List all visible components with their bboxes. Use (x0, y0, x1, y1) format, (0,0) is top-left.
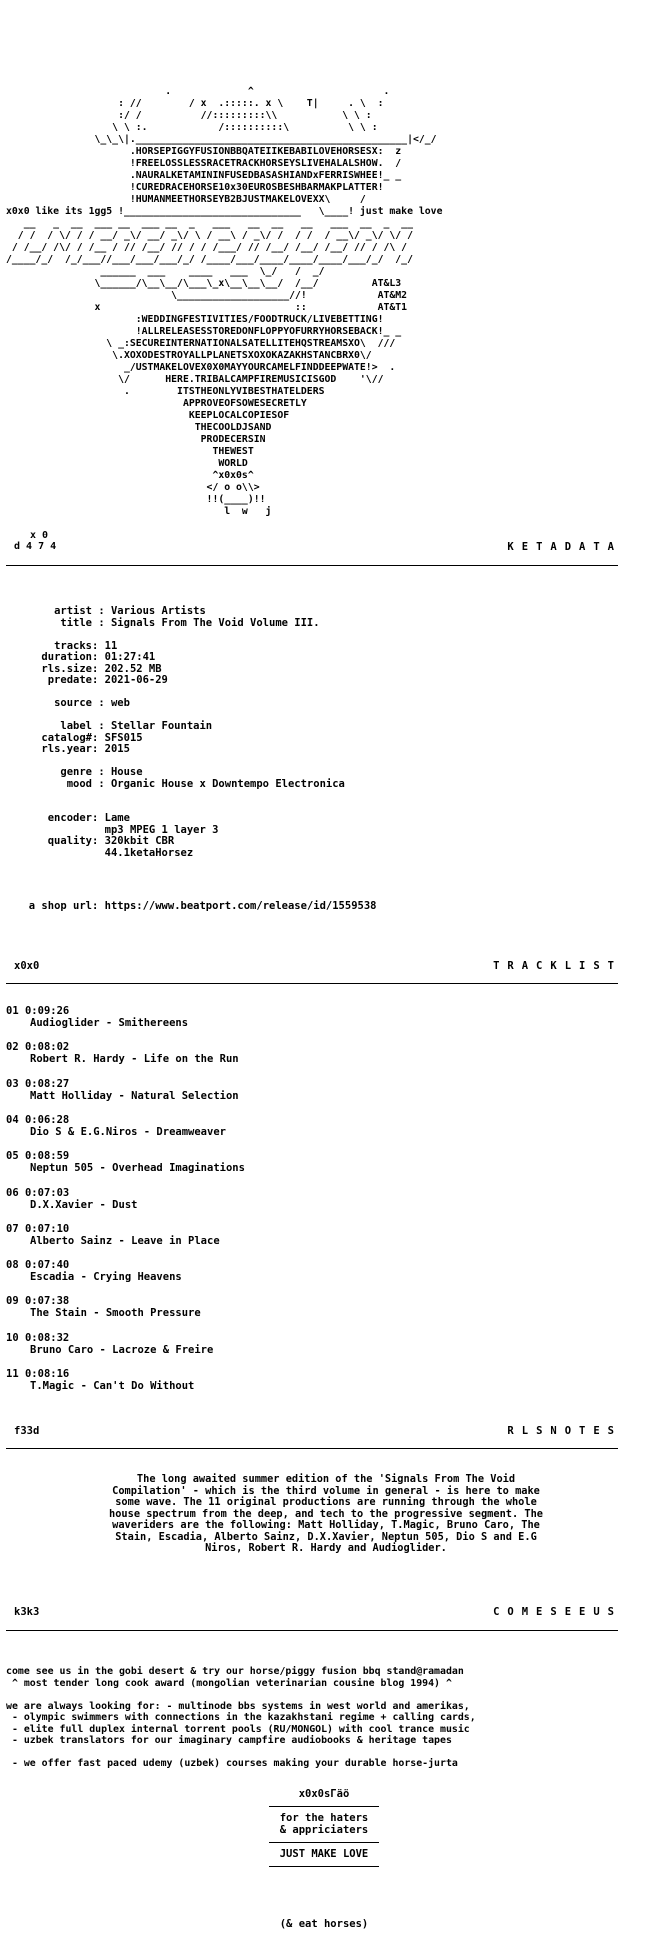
ascii-art-line: \.XOXODESTROYALLPLANETSXOXOKAZAKHSTANCBRX0\/ (6, 350, 372, 361)
track-time: 0:07:40 (18, 1259, 70, 1272)
ascii-art-line: : // / x .:::::. x \ T| . \ : (6, 98, 384, 109)
ascii-art-line: KEEPLOCALCOPIESOF (6, 410, 290, 421)
track-number-time (6, 1332, 69, 1344)
ascii-art-line: \/ HERE.TRIBALCAMPFIREMUSICISGOD '\// (6, 374, 384, 385)
track-number: 07 (6, 1222, 19, 1235)
track-title: Robert R. Hardy - Life on the Run (30, 1053, 239, 1066)
ascii-art-line: THECOOLDJSAND (6, 422, 272, 433)
track-title: Audioglider - Smithereens (30, 1017, 189, 1029)
section-title-rlsnotes: RLSNOTES (507, 1425, 622, 1437)
meta-quality-detail: 44.1ketaHorsez (104, 846, 194, 859)
track-number-time (6, 1259, 69, 1271)
release-notes-line: house spectrum from the deep, and tech to the progressive segment. The (109, 1507, 543, 1520)
ascii-art-line: PRODECERSIN (6, 434, 266, 445)
ascii-art-line: / /__/ /\/ / /__ / // /__/ // / / /___/ // /__/ /__/ /__/ // / /\ / (6, 242, 408, 253)
track-number: 09 (6, 1295, 19, 1308)
ascii-art-line: !ALLRELEASESSTOREDONFLOPPYOFURRYHORSEBACK!_ _ (6, 326, 402, 337)
track-title: D.X.Xavier - Dust (30, 1198, 138, 1211)
looking-line: - elite full duplex internal torrent pools (RU/MONGOL) with cool trance music (6, 1723, 470, 1735)
track-title: Dio S & E.G.Niros - Dreamweaver (30, 1125, 226, 1138)
signoff-rule (269, 1866, 379, 1867)
meta-duration: duration : 01:27:41 (41, 651, 156, 663)
ascii-art-line: l w j (6, 506, 272, 517)
track-time: 0:06:28 (18, 1113, 70, 1126)
meta-mood: mood : Organic House x Downtempo Electronica (66, 777, 345, 790)
track-title: Alberto Sainz - Leave in Place (30, 1234, 220, 1247)
section-divider (6, 565, 618, 566)
release-notes-line: Stain, Escadia, Alberto Sainz, D.X.Xavier, Neptun 505, Dio S and E.G (115, 1530, 537, 1543)
ascii-art-line: \______/\__\__/\___\_x\__\__\__/ /__/ AT&L3 (6, 278, 402, 289)
section-tag-rlsnotes: f33d (14, 1425, 40, 1437)
ascii-art-line: \ _:SECUREINTERNATIONALSATELLITEHQSTREAMSXO\ /// (6, 338, 396, 349)
track-time: 0:08:02 (18, 1041, 70, 1054)
shop-url-link[interactable]: https://www.beatport.com/release/id/1559538 (104, 900, 377, 912)
ascii-art-line: .HORSEPIGGYFUSIONBBQATEIIKEBABILOVEHORSESX: z (6, 146, 402, 157)
track-title: Neptun 505 - Overhead Imaginations (30, 1162, 245, 1175)
meta-encoder-detail: mp3 MPEG 1 layer 3 (104, 823, 219, 836)
ascii-art-line: ^x0x0s^ (6, 470, 254, 481)
ascii-art-line: :WEDDINGFESTIVITIES/FOODTRUCK/LIVEBETTING! (6, 314, 384, 325)
track-time: 0:09:26 (18, 1005, 70, 1017)
ascii-art-line: \_\_\|.______________________________________________|</_/ (6, 134, 437, 145)
looking-line: - uzbek translators for our imaginary campfire audiobooks & heritage tapes (6, 1735, 452, 1746)
meta-catalog: catalog# : SFS015 (41, 731, 143, 744)
ascii-art-line: !!(____)!! (6, 494, 266, 505)
track-number-time (6, 1368, 69, 1380)
ascii-art-line: x0x0 like its 1gg5 !______________________________ \____! just make love (6, 206, 443, 217)
ascii-art-line: /____/_/ /_/___//___/___/___/_/ /____/___/____/____/____/___/_/ /_/ (6, 254, 413, 265)
release-notes-line: Compilation' - which is the third volume in general - is here to make (112, 1484, 540, 1497)
track-number: 06 (6, 1186, 19, 1199)
track-number: 05 (6, 1150, 19, 1163)
meta-quality: quality : 320kbit CBR (47, 835, 175, 847)
signoff-line: for the haters (279, 1812, 369, 1824)
ascii-art-line: . ^ . (6, 86, 390, 97)
release-notes-line: some wave. The 11 original productions are running through the whole (115, 1496, 537, 1508)
ascii-art-line: __ _ __ ___ __ ___ __ _ ___ __ __ __ ___ __ _ __ (6, 218, 413, 229)
track-title: Matt Holliday - Natural Selection (30, 1089, 239, 1102)
track-number-time (6, 1295, 69, 1307)
ascii-art-line: ______ ___ ____ ___ \_/ / _/ (6, 266, 325, 277)
track-title: T.Magic - Can't Do Without (30, 1380, 195, 1392)
section-title-tracklist: TRACKLIST (493, 960, 622, 972)
track-time: 0:08:16 (18, 1368, 70, 1380)
ascii-art-line: !FREELOSSLESSRACETRACKHORSEYSLIVEHALALSHOW. / (6, 158, 402, 169)
meta-encoder: encoder : Lame (47, 812, 130, 824)
ascii-art-line: </ o o\\> (6, 482, 260, 493)
section-title-comesee: COMESEEUS (493, 1606, 622, 1618)
crew-mark: x 0 (30, 530, 49, 541)
track-time: 0:07:38 (18, 1295, 70, 1308)
ascii-art-line: !HUMANMEETHORSEYB2BJUSTMAKELOVEXX\ / (6, 194, 366, 205)
section-divider (6, 1630, 618, 1631)
ascii-art-line: \___________________//! AT&M2 (6, 290, 408, 301)
track-time: 0:07:03 (18, 1186, 70, 1199)
track-number-time (6, 1150, 69, 1162)
signoff-rule (269, 1842, 379, 1843)
section-tag-comesee: k3k3 (14, 1606, 40, 1618)
looking-line: we are always looking for: - multinode bbs systems in west world and amerikas, (6, 1700, 470, 1712)
header-ascii-art (6, 86, 642, 518)
offer-line: - we offer fast paced udemy (uzbek) courses making your durable horse-jurta (6, 1758, 458, 1769)
track-number: 11 (6, 1368, 19, 1380)
come-see-us-text (6, 1666, 642, 1770)
track-time: 0:07:10 (18, 1222, 70, 1235)
signoff (0, 1788, 648, 1872)
track-number-time (6, 1005, 69, 1017)
meta-title: title : Signals From The Void Volume III. (60, 616, 320, 629)
track-number: 02 (6, 1041, 19, 1054)
section-tag-tracklist: x0x0 (14, 960, 40, 972)
ascii-art-line: / / / \/ / / __/ _\/ __/ _\/ \ / __\ / _\/ / / / / __\/ _\/ \/ / (6, 230, 413, 241)
ascii-art-line: _/USTMAKELOVEX0X0MAYYOURCAMELFINDDEEPWATE!> . (6, 362, 396, 373)
release-notes-line: waveriders are the following: Matt Holliday, T.Magic, Bruno Caro, The (112, 1519, 540, 1531)
meta-label: label : Stellar Fountain (60, 720, 213, 732)
ascii-art-line: !CUREDRACEHORSE10x30EUROSBESHBARMAKPLATTER! (6, 182, 384, 193)
ascii-art-line: \ \ :. /::::::::::\ \ \ : (6, 122, 378, 133)
track-number: 08 (6, 1259, 19, 1272)
ascii-art-line: . ITSTHEONLYVIBESTHATELDERS (6, 386, 325, 397)
meta-predate: predate : 2021-06-29 (47, 674, 168, 686)
meta-year: rls.year : 2015 (41, 743, 130, 755)
track-number: 04 (6, 1113, 19, 1126)
signoff-eat: (& eat horses) (279, 1918, 369, 1930)
ascii-art-line: x :: AT&T1 (6, 302, 408, 313)
meta-artist: artist : Various Artists (54, 605, 206, 617)
ketadata-block (30, 606, 630, 859)
track-time: 0:08:59 (18, 1150, 70, 1163)
track-time: 0:08:32 (18, 1331, 70, 1344)
track-number-time (6, 1114, 69, 1126)
signoff-motto: JUST MAKE LOVE (279, 1848, 369, 1860)
invite-line: come see us in the gobi desert & try our horse/piggy fusion bbq stand@ramadan (6, 1666, 464, 1677)
section-divider (6, 983, 618, 984)
track-time: 0:08:27 (18, 1077, 70, 1090)
signoff-tag: x0x0sГäö (298, 1788, 350, 1800)
release-notes-line: The long awaited summer edition of the 'Signals From The Void (136, 1473, 516, 1485)
award-line: ^ most tender long cook award (mongolian veterinarian cousine blog 1994) ^ (6, 1677, 452, 1689)
track-number-time (6, 1078, 69, 1090)
track-title: The Stain - Smooth Pressure (30, 1307, 201, 1320)
track-number: 10 (6, 1331, 19, 1344)
track-title: Bruno Caro - Lacroze & Freire (30, 1343, 214, 1356)
track-number: 01 (6, 1005, 19, 1017)
ascii-art-line: APPROVEOFSOWESECRETLY (6, 398, 307, 409)
meta-source: source : web (54, 697, 130, 709)
signoff-line: & appriciaters (279, 1824, 369, 1836)
release-notes (40, 1474, 612, 1555)
meta-size: rls.size : 202.52 MB (41, 662, 162, 675)
track-title: Escadia - Crying Heavens (30, 1271, 182, 1284)
meta-tracks: tracks : 11 (54, 639, 118, 652)
shop-url-row: a shop url : https://www.beatport.com/release/id/1559538 (28, 900, 377, 912)
section-divider (6, 1448, 618, 1449)
crew-number: d 4 7 4 (14, 541, 57, 552)
ascii-art-line: :/ / //:::::::::\\ \ \ : (6, 110, 372, 121)
track-number-time (6, 1223, 69, 1235)
signoff-rule (269, 1806, 379, 1807)
track-number: 03 (6, 1077, 19, 1090)
track-number-time (6, 1187, 69, 1199)
ascii-art-line: THEWEST (6, 446, 254, 457)
ascii-art-line: WORLD (6, 458, 248, 469)
track-number-time (6, 1041, 69, 1053)
meta-genre: genre : House (60, 766, 143, 778)
section-title-ketadata: KETADATA (507, 541, 622, 553)
looking-line: - olympic swimmers with connections in the kazakhstani regime + calling cards, (6, 1712, 476, 1723)
ascii-art-line: .NAURALKETAMININFUSEDBASASHIANDxFERRISWHEE!_ _ (6, 170, 402, 181)
release-notes-line: Niros, Robert R. Hardy and Audioglider. (205, 1542, 447, 1554)
